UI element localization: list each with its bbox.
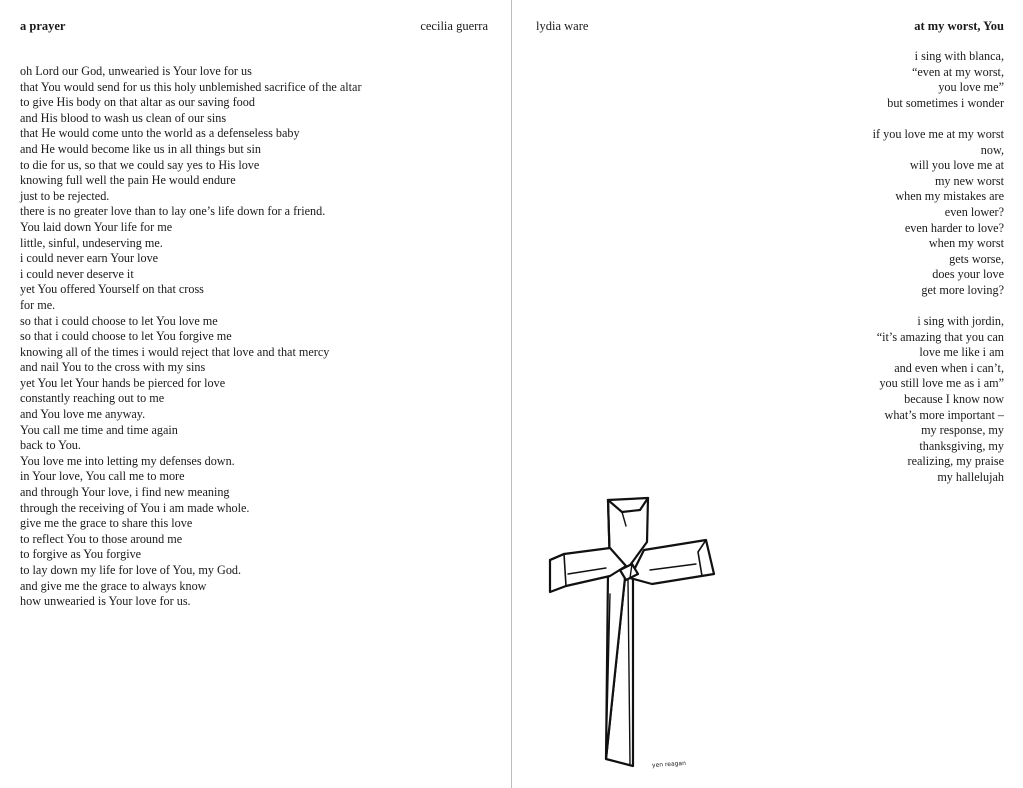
poem-line: to give His body on that altar as our saving food <box>20 95 255 110</box>
poem-line: to die for us, so that we could say yes to His love <box>20 157 260 172</box>
poem-line: will you love me at <box>909 158 1004 173</box>
poem-line: what’s more important – <box>884 407 1004 422</box>
poem-line: but sometimes i wonder <box>887 95 1004 110</box>
poem-line: i could never earn Your love <box>20 251 159 266</box>
poem-line: “it’s amazing that you can <box>876 329 1004 344</box>
poem-title-right: at my worst, You <box>914 19 1004 33</box>
poem-line: so that i could choose to let You forgive me <box>20 329 232 344</box>
poem-line: and even when i can’t, <box>894 360 1004 375</box>
poem-line: knowing all of the times i would reject that love and that mercy <box>20 344 330 359</box>
author-left: cecilia guerra <box>420 19 488 33</box>
poem-body-left <box>20 64 362 610</box>
poem-line: my response, my <box>921 423 1004 438</box>
poem-line: get more loving? <box>921 282 1004 297</box>
poem-line: in Your love, You call me to more <box>20 469 185 484</box>
poem-line: and through Your love, i find new meaning <box>20 485 230 500</box>
poem-line: because I know now <box>904 392 1004 407</box>
poem-line: even harder to love? <box>904 220 1004 235</box>
poem-line: through the receiving of You i am made whole. <box>20 500 250 515</box>
poem-line <box>873 111 1004 127</box>
poem-line: love me like i am <box>919 345 1004 360</box>
poem-line: You laid down Your life for me <box>20 219 173 234</box>
poem-line: and give me the grace to always know <box>20 578 207 593</box>
poem-line: you love me” <box>938 80 1004 95</box>
poem-line: to reflect You to those around me <box>20 531 183 546</box>
poem-line: does your love <box>932 267 1004 282</box>
poem-line: even lower? <box>944 204 1004 219</box>
poem-line: little, sinful, undeserving me. <box>20 235 163 250</box>
poem-line: when my mistakes are <box>895 189 1004 204</box>
poem-line: that You would send for us this holy unblemished sacrifice of the altar <box>20 79 362 94</box>
poem-line: now, <box>980 142 1004 157</box>
poem-line: my hallelujah <box>937 470 1004 485</box>
poem-line: and nail You to the cross with my sins <box>20 360 206 375</box>
poem-line: how unwearied is Your love for us. <box>20 594 191 609</box>
poem-line: i sing with blanca, <box>914 49 1004 63</box>
cross-drawing-icon <box>546 494 716 769</box>
poem-line: You call me time and time again <box>20 422 178 437</box>
poem-line <box>873 299 1004 315</box>
poem-line: You love me into letting my defenses down. <box>20 453 235 468</box>
poem-line: i could never deserve it <box>20 266 134 281</box>
poem-line: just to be rejected. <box>20 188 110 203</box>
poem-line: gets worse, <box>949 251 1004 266</box>
poem-line: and He would become like us in all things but sin <box>20 141 262 156</box>
poem-line: to lay down my life for love of You, my God. <box>20 563 242 577</box>
poem-line: yet You offered Yourself on that cross <box>20 282 204 297</box>
poem-line: and You love me anyway. <box>20 407 146 422</box>
poem-line: knowing full well the pain He would endure <box>20 173 236 188</box>
poem-body-right <box>873 49 1004 486</box>
poem-line: you still love me as i am” <box>879 376 1004 391</box>
poem-line: “even at my worst, <box>911 64 1004 79</box>
poem-line: thanksgiving, my <box>919 438 1004 453</box>
poem-line: back to You. <box>20 438 81 453</box>
author-right: lydia ware <box>536 19 589 33</box>
left-page <box>0 0 511 788</box>
poem-line: so that i could choose to let You love me <box>20 313 218 328</box>
poem-line: if you love me at my worst <box>872 126 1004 141</box>
poem-line: there is no greater love than to lay one’s life down for a friend. <box>20 204 326 219</box>
poem-line: that He would come unto the world as a defenseless baby <box>20 126 300 141</box>
poem-line: when my worst <box>928 236 1004 251</box>
poem-line: constantly reaching out to me <box>20 391 165 406</box>
illustration-signature: yen reagan <box>651 759 687 770</box>
poem-line: give me the grace to share this love <box>20 516 193 531</box>
poem-line: and His blood to wash us clean of our sins <box>20 110 227 125</box>
poem-line: yet You let Your hands be pierced for love <box>20 375 226 390</box>
poem-line: i sing with jordin, <box>917 314 1004 329</box>
poem-line: my new worst <box>934 173 1004 188</box>
poem-line: for me. <box>20 297 56 312</box>
poem-line: oh Lord our God, unwearied is Your love for us <box>20 64 252 78</box>
poem-line: realizing, my praise <box>907 454 1004 469</box>
poem-line: to forgive as You forgive <box>20 547 142 562</box>
poem-title-left: a prayer <box>20 19 66 33</box>
